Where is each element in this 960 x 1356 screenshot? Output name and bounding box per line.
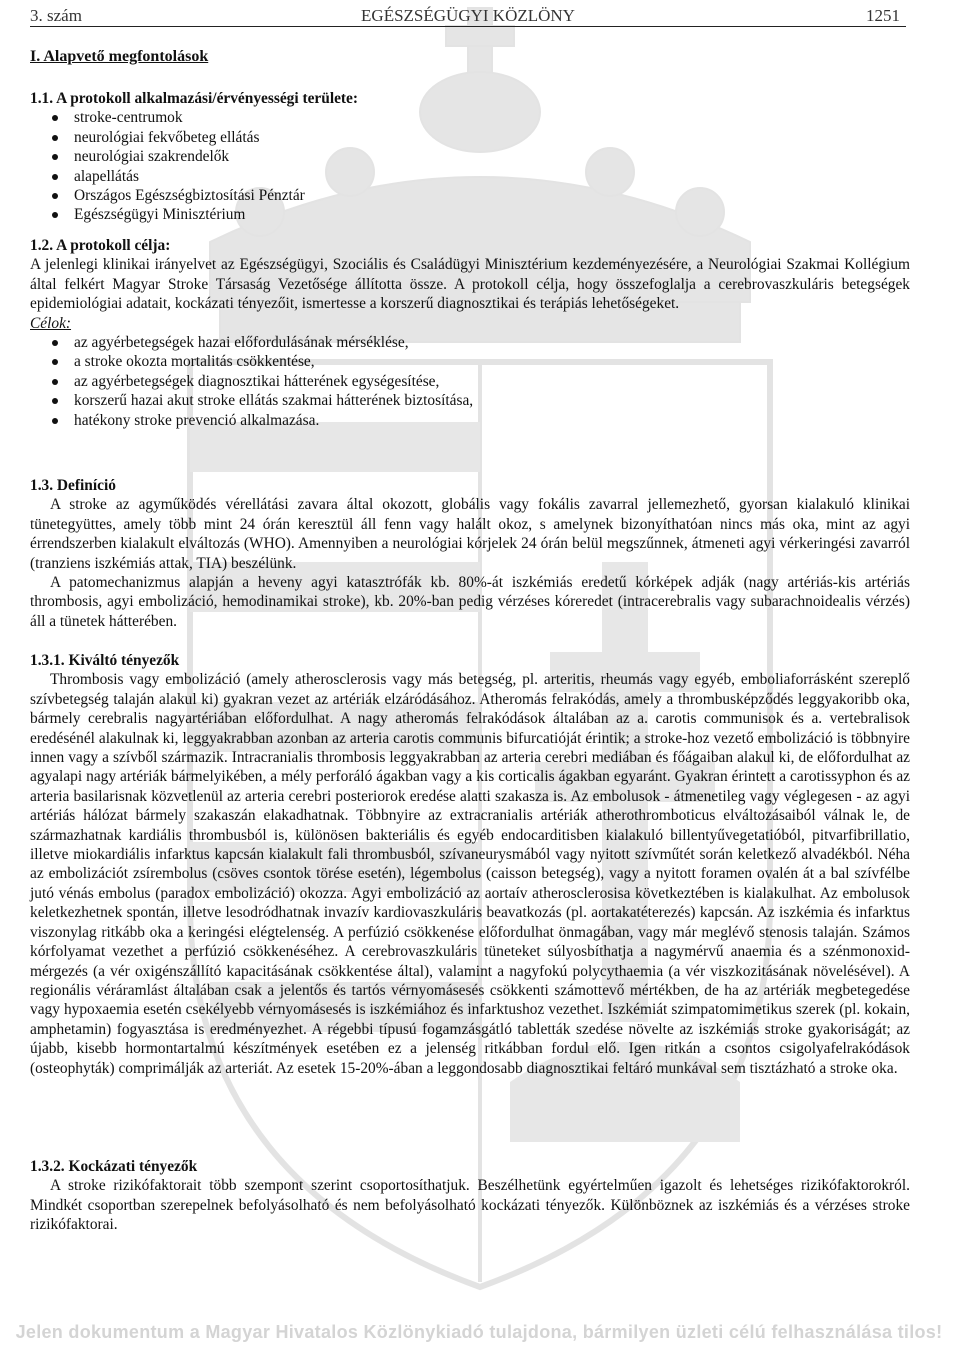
scope-list [30, 108, 910, 224]
list-item: Egészségügyi Minisztérium [52, 205, 910, 224]
list-item: az agyérbetegségek hazai előfordulásának mérséklése, [52, 333, 910, 352]
list-item: Országos Egészségbiztosítási Pénztár [52, 186, 910, 205]
scope-heading: 1.1. A protokoll alkalmazási/érvényességi területe: [30, 90, 359, 107]
definition-paragraph-1: A stroke az agyműködés vérellátási zavara által okozott, globális vagy fokális zavarral jellemezhető, gyorsan kialakuló klinikai tünetegyüttes, amely több mint 24 órán keresztül áll fenn vagy halált okoz, s amelynek bizonyíthatóan nincs más oka, mint az agyi érrendszerben kialakult elváltozás (WHO). Amennyiben a neurológiai kórjelek 24 órán belül megszűnnek, átmeneti agyi vérkeringési zavarról (tranziens iszkémiás attak, TIA) beszélünk. [30, 496, 910, 572]
risk-factors-section [30, 1157, 910, 1235]
page-header [30, 4, 906, 27]
risk-factors-heading: 1.3.2. Kockázati tényezők [30, 1158, 198, 1175]
list-item: stroke-centrumok [52, 108, 910, 127]
journal-title: EGÉSZSÉGÜGYI KÖZLÖNY [361, 6, 575, 25]
definition-paragraph-2: A patomechanizmus alapján a heveny agyi katasztrófák kb. 80%-át iszkémiás eredetű kórképek adják (nagy artériás-kis artériás thrombosis, agyi embolizáció, hemodinamikai stroke), kb. 20%-ban pedig vérzéses kóreredet (intracerebralis vagy subarachnoidealis vérzés) áll a tünetek hátterében. [30, 574, 910, 630]
list-item: a stroke okozta mortalitás csökkentése, [52, 352, 910, 371]
purpose-heading: 1.2. A protokoll célja: [30, 237, 171, 254]
triggers-paragraph: Thrombosis vagy embolizáció (amely atherosclerosis vagy más betegség, pl. arteritis, rheumás vagy egyéb, emboliaforrásként szereplő szívbetegség talaján alakul ki) gyakran vezet az artériák elzáródásához. Atheromás felrakódás, amely a thrombusképződés leggyakoribb oka, bármely cerebralis nagyartériában előfordulhat. A nagy atheromás felrakódások általában az a. carotis communisok és a. vertebralisok eredésénél alakulnak ki, leggyakrabban azonban az arteria carotis communis bifurcatióját érintik; a stroke-hoz vezető embolizáció is többnyire innen vagy a szívből származik. Intracranialis thrombosis leggyakrabban az arteria cerebri mediában és főágaiban alakul ki, de előfordulhat az agyalapi nagy artériák bármelyikében, a mély perforáló ágakban vagy a kis corticalis ágakban egyaránt. Gyakran érintett a carotissyphon és az arteria basilarisnak közvetlenül az arteria cerebri posteriorok eredése alatti szakasza is. Az embolusok - átmenetileg vagy véglegesen - az agyi artériás hálózat bármely szakaszán elakadhatnak. Többnyire az extracranialis artériák atherothromboticus elváltozásaiból válnak le, de származhatnak kardiális thrombusból is, különösen bakteriális és egyéb endocarditisben kialakuló billentyűvegetatióból, pitvarfibrillatio, illetve miokardiális infarktus kapcsán kialakult fali thrombusból, szívaneurysmából vagy nyitott szívműtét során keletkező alvadékból. Néha az embolizációt zsírembolus (csöves csontok törése esetén), légembolus (caisson betegség), vagy a nyitott foramen ovalén át a bal szívfélbe jutó vénás embolus (paradox embolizáció) okozza. Agyi embolizáció az aortaív atherosclerosisa következtében is kialakulhat. Az embolusok keletkezhetnek spontán, illetve lesodródhatnak invazív kardiovaszkuláris beavatkozás (pl. aortakatéterezés) kapcsán. Az iszkémia és infarktus viszonylag ritkább oka a keringési elégtelenség. A perfúzió csökkenése előfordulhat önmagában, vagy már meglévő stenosis talaján. Számos kórfolyamat vezethet a perfúzió csökkenéséhez. A cerebrovaszkuláris tüneteket súlyosbíthatja a nagymérvű anaemia és a szénmonoxid-mérgezés (a vér oxigénszállító kapacitásának csökkentése által), valamint a nagyfokú polycythaemia (a vér viszkozitásának növelésével). A regionális véráramlást általában csak a jelentős és tartós vérnyomásesés csökkenti számottevő mértékben, de ha az artériák megbetegedése vagy hypoxaemia esetén csekélyebb vérnyomásesés is iszkémiához és infarktushoz vezethet. Iszkémiát szimpatomimetikus szerek (pl. kokain, amphetamin) fogyasztása is eredményezhet. A régebbi típusú fogamzásgátló tabletták szedése növelte az iszkémiás stroke gyakoriságát; az újabb, kisebb hormontartalmú készítmények esetében ez a jelenség ritkábban fordul elő. Igen ritkán a csontos csigolyafelrakódások (osteophyták) comprimálják az arteriát. Az esetek 15-20%-ában a leggondosabb diagnosztikai feltáró munkával sem tisztázható a stroke oka. [30, 671, 910, 1077]
list-item: neurológiai szakrendelők [52, 147, 910, 166]
list-item: alapellátás [52, 167, 910, 186]
goals-list [30, 333, 910, 430]
goals-label: Célok: [30, 314, 72, 332]
scope-section [30, 89, 910, 225]
risk-factors-paragraph: A stroke rizikófaktorait több szempont szerint csoportosíthatjuk. Beszélhetünk egyértelműen igazolt és lehetséges rizikófaktorokról. Mindkét csoportban szerepelnek befolyásolható és nem befolyásolható kockázati tényezők. Különböznek az iszkémiás és a vérzéses stroke rizikófaktorai. [30, 1177, 910, 1234]
page-number: 1251 [866, 6, 900, 25]
purpose-paragraph: A jelenlegi klinikai irányelvet az Egészségügyi, Szociális és Családügyi Minisztérium kezdeményezésére, a Neurológiai Szakmai Kollégium által felkért Magyar Stroke Társaság Vezetősége állította össze. A protokoll célja, hogy összefoglalja a cerebrovaszkuláris betegségek epidemiológiai adatait, kockázati tényezőit, ismertesse a korszerű diagnosztikai és terápiás lehetőségeket. [30, 256, 910, 313]
definition-section [30, 476, 910, 631]
list-item: hatékony stroke prevenció alkalmazása. [52, 411, 910, 430]
list-item: korszerű hazai akut stroke ellátás szakmai hátterének biztosítása, [52, 391, 910, 410]
copyright-footer: Jelen dokumentum a Magyar Hivatalos Közlönykiadó tulajdona, bármilyen üzleti célú felhasználása tilos! [15, 1322, 943, 1342]
list-item: neurológiai fekvőbeteg ellátás [52, 128, 910, 147]
triggers-heading: 1.3.1. Kiváltó tényezők [30, 652, 180, 669]
section-title: I. Alapvető megfontolások [30, 48, 209, 65]
list-item: az agyérbetegségek diagnosztikai hátterének egységesítése, [52, 372, 910, 391]
purpose-section [30, 236, 910, 430]
triggers-section [30, 651, 910, 1078]
issue-number: 3. szám [30, 6, 82, 25]
definition-heading: 1.3. Definíció [30, 477, 116, 494]
